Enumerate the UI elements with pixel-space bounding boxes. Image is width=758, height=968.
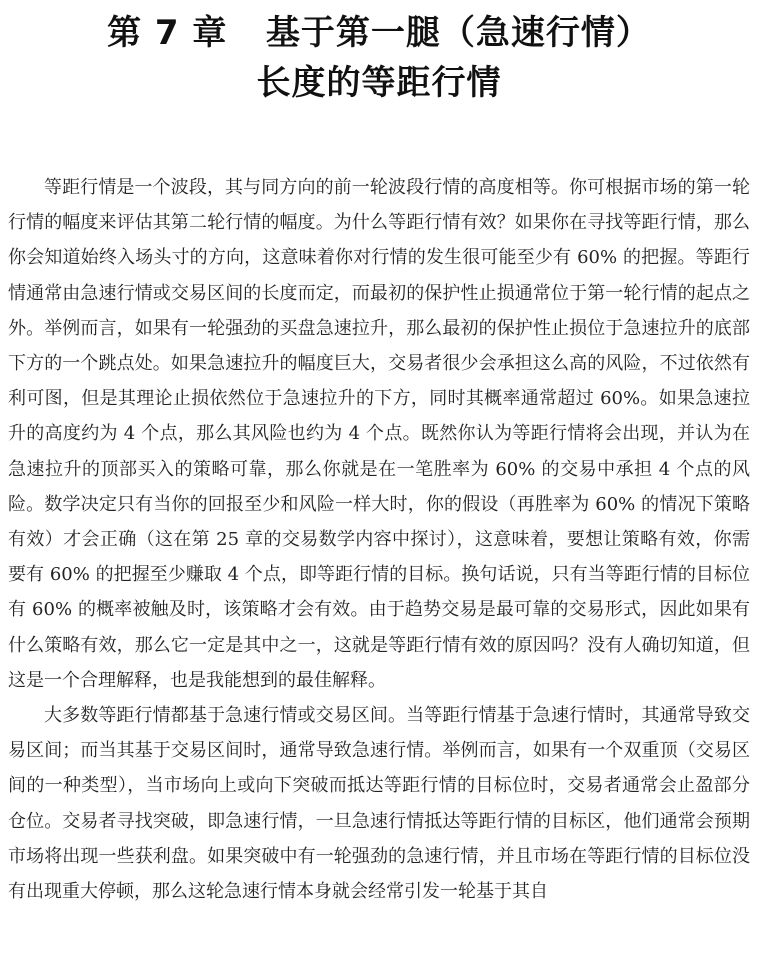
paragraph-1: 等距行情是一个波段，其与同方向的前一轮波段行情的高度相等。你可根据市场的第一轮行情的幅度来评估其第二轮行情的幅度。为什么等距行情有效？如果你在寻找等距行情，那么你会知道始终入场头寸的方向，这意味着你对行情的发生很可能至少有 60% 的把握。等距行情通常由急速行情或交易区间的长度而定，而最初的保护性止损通常位于第一轮行情的起点之外。举例而言，如果有一轮强劲的买盘急速拉升，那么最初的保护性止损位于急速拉升的底部下方的一个跳点处。如果急速拉升的幅度巨大，交易者很少会承担这么高的风险，不过依然有利可图，但是其理论止损依然位于急速拉升的下方，同时其概率通常超过 60%。如果急速拉升的高度约为 4 个点，那么其风险也约为 4 个点。既然你认为等距行情将会出现，并认为在急速拉升的顶部买入的策略可靠，那么你就是在一笔胜率为 60% 的交易中承担 4 个点的风险。数学决定只有当你的回报至少和风险一样大时，你的假设（再胜率为 60% 的情况下策略有效）才会正确（这在第 25 章的交易数学内容中探讨），这意味着，要想让策略有效，你需要有 60% 的把握至少赚取 4 个点，即等距行情的目标。换句话说，只有当等距行情的目标位有 60% 的概率被触及时，该策略才会有效。由于趋势交易是最可靠的交易形式，因此如果有什么策略有效，那么它一定是其中之一，这就是等距行情有效的原因吗？没有人确切知道，但这是一个合理解释，也是我能想到的最佳解释。 <box>8 177 750 691</box>
paragraph-2: 大多数等距行情都基于急速行情或交易区间。当等距行情基于急速行情时，其通常导致交易区间；而当其基于交易区间时，通常导致急速行情。举例而言，如果有一个双重顶（交易区间的一种类型），当市场向上或向下突破而抵达等距行情的目标位时，交易者通常会止盈部分仓位。交易者寻找突破，即急速行情，一旦急速行情抵达等距行情的目标区，他们通常会预期市场将出现一些获利盘。如果突破中有一轮强劲的急速行情，并且市场在等距行情的目标位没有出现重大停顿，那么这轮急速行情本身就会经常引发一轮基于其自 <box>8 705 750 903</box>
chapter-title-line-1: 第 7 章 基于第一腿（急速行情） <box>107 13 651 53</box>
body-text <box>8 170 750 909</box>
chapter-title-line-2: 长度的等距行情 <box>256 63 502 103</box>
chapter-title <box>0 8 758 108</box>
